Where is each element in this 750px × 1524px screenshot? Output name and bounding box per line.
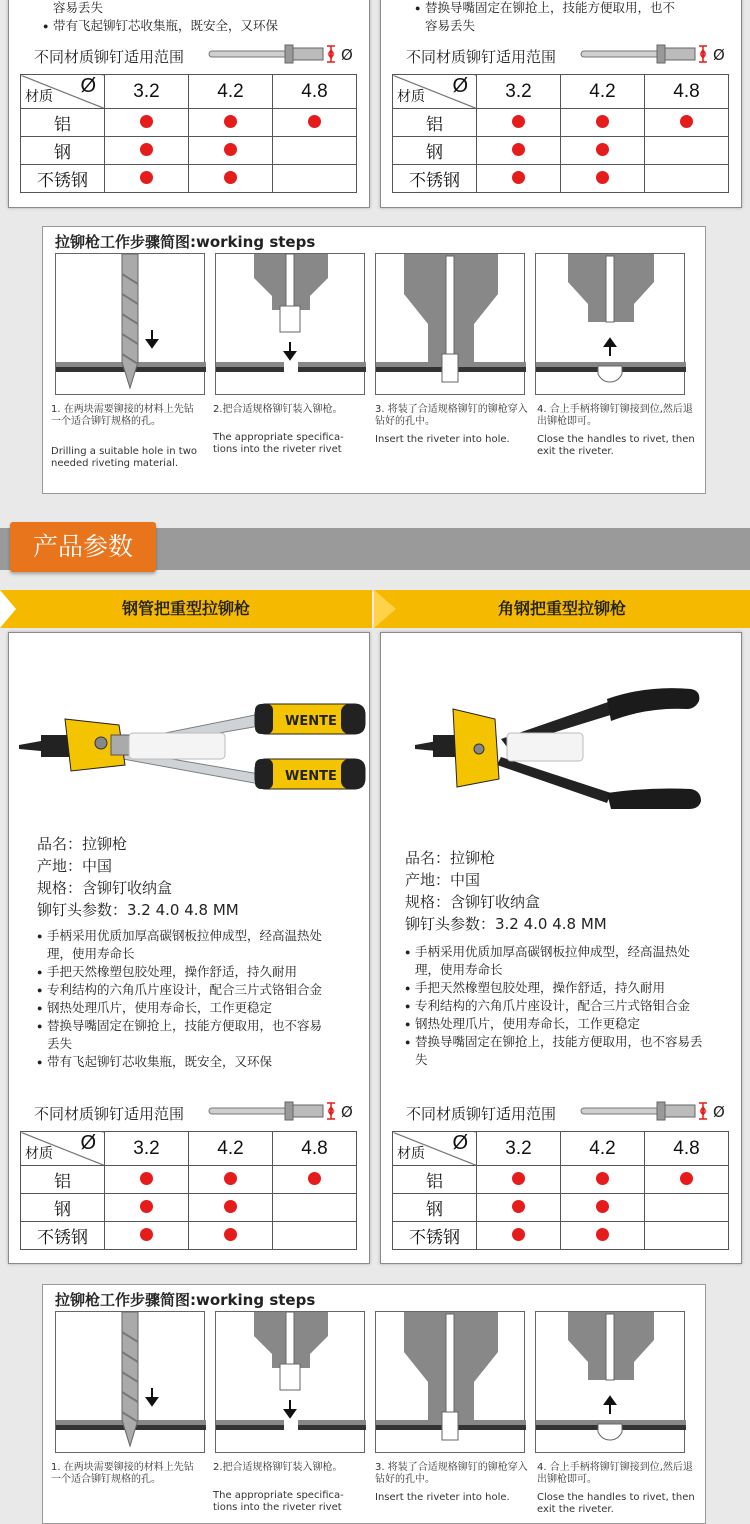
- feature-item: ● 手柄采用优质加厚高碳钢板拉伸成型，经高温热处理，使用寿命长: [405, 943, 705, 979]
- step-4-en: Close the handles to rivet, then exit the riveter.: [537, 434, 695, 457]
- feature-item: ● 专利结构的六角爪片座设计，配合三片式铬钼合金: [37, 981, 329, 999]
- fit-dot: [224, 1228, 237, 1241]
- feature-line: ● 带有飞起铆钉芯收集瓶，既安全，又环保: [43, 17, 333, 35]
- info-spec: 规格：含铆钉收纳盒: [405, 893, 541, 911]
- steps-title: 拉铆枪工作步骤简图:working steps: [55, 1291, 316, 1309]
- size-header: 3.2: [105, 75, 189, 109]
- brand-label: WENTE: [285, 714, 337, 729]
- material-label: 不锈钢: [21, 165, 105, 193]
- feature-item: ● 手柄采用优质加厚高碳钢板拉伸成型，经高温热处理，使用寿命长: [37, 927, 329, 963]
- step-1-en: Drilling a suitable hole in two needed riveting material.: [51, 446, 198, 469]
- step-1-diagram: [55, 1311, 205, 1453]
- size-header: 4.2: [561, 75, 645, 109]
- fit-dot: [308, 115, 321, 128]
- feature-list-partial: [415, 0, 705, 35]
- info-name: 品名：拉铆枪: [37, 835, 128, 853]
- fit-dot: [596, 143, 609, 156]
- product-card-left: [8, 632, 370, 1264]
- table-corner: 材质 Ø: [21, 1132, 105, 1166]
- step-4-en: Close the handles to rivet, then exit the riveter.: [537, 1492, 695, 1515]
- step-3-diagram: [375, 253, 525, 395]
- product-bar-right: [374, 590, 750, 628]
- size-header: 4.8: [273, 75, 357, 109]
- feature-list-partial: [43, 0, 333, 35]
- material-table: [20, 74, 357, 193]
- working-steps-panel: [42, 226, 706, 494]
- step-4-cn: 4. 合上手柄将铆钉铆接到位,然后退出铆枪即可。: [537, 1462, 693, 1485]
- fit-dot: [224, 1200, 237, 1213]
- step-3-cn: 3. 将装了合适规格铆钉的铆枪穿入钻好的孔中。: [375, 404, 528, 427]
- info-name: 品名：拉铆枪: [405, 849, 496, 867]
- fit-dot: [140, 1172, 153, 1185]
- material-label: 钢: [393, 1194, 477, 1222]
- feature-item: ● 手把天然橡塑包胶处理，操作舒适，持久耐用: [37, 963, 329, 981]
- fit-dot: [512, 143, 525, 156]
- step-3-en: Insert the riveter into hole.: [375, 1492, 510, 1503]
- fit-dot: [680, 1172, 693, 1185]
- fit-dot: [596, 1200, 609, 1213]
- info-spec: 规格：含铆钉收纳盒: [37, 879, 173, 897]
- feature-list: [405, 943, 705, 1069]
- step-1-cn: 1. 在两块需要铆接的材料上先钻一个适合铆钉规格的孔。: [51, 1462, 194, 1485]
- info-head-params: 铆钉头参数：3.2 4.0 4.8 MM: [405, 915, 607, 933]
- material-table: [392, 1131, 729, 1250]
- feature-item: ● 专利结构的六角爪片座设计，配合三片式铬钼合金: [405, 997, 705, 1015]
- fit-dot: [680, 115, 693, 128]
- angle-steel-riveter-image: [411, 673, 711, 803]
- product-bar-left: [0, 590, 372, 628]
- size-header: 4.2: [189, 75, 273, 109]
- fit-dot: [224, 171, 237, 184]
- step-3-en: Insert the riveter into hole.: [375, 434, 510, 445]
- fit-dot: [140, 143, 153, 156]
- fit-dot: [512, 115, 525, 128]
- spec-card-right-top: [380, 0, 742, 208]
- fit-dot: [140, 171, 153, 184]
- step-4-diagram: [535, 253, 685, 395]
- steel-pipe-riveter-image: [15, 667, 367, 797]
- fit-dot: [512, 1228, 525, 1241]
- product-info: [37, 833, 239, 921]
- svg-text:Ø: Ø: [713, 46, 725, 64]
- step-1-diagram: [55, 253, 205, 395]
- product-name: 角钢把重型拉铆枪: [497, 599, 626, 618]
- feature-line: 容易丢失: [425, 19, 476, 33]
- table-corner: 材质 Ø: [393, 75, 477, 109]
- table-corner: 材质 Ø: [21, 75, 105, 109]
- rivet-icon: [579, 1100, 739, 1122]
- rivet-icon: [579, 43, 739, 65]
- range-title: 不同材质铆钉适用范围: [406, 1106, 557, 1123]
- feature-item: ● 替换导嘴固定在铆抢上，技能方便取用，也不容易丢失: [405, 1033, 705, 1069]
- feature-line: 容易丢失: [53, 1, 104, 15]
- size-header: 4.8: [645, 75, 729, 109]
- info-origin: 产地：中国: [37, 857, 113, 875]
- size-header: 3.2: [477, 1132, 561, 1166]
- step-1-cn: 1. 在两块需要铆接的材料上先钻一个适合铆钉规格的孔。: [51, 404, 194, 427]
- fit-dot: [596, 115, 609, 128]
- rivet-icon: [207, 43, 367, 65]
- feature-list: [37, 927, 329, 1071]
- info-origin: 产地：中国: [405, 871, 481, 889]
- product-name: 钢管把重型拉铆枪: [121, 599, 250, 618]
- brand-label: WENTE: [285, 769, 337, 784]
- svg-text:Ø: Ø: [713, 1103, 725, 1121]
- size-header: 4.2: [561, 1132, 645, 1166]
- step-2-diagram: [215, 253, 365, 395]
- material-table: [392, 74, 729, 193]
- material-label: 铝: [393, 109, 477, 137]
- step-2-diagram: [215, 1311, 365, 1453]
- step-3-diagram: [375, 1311, 525, 1453]
- material-label: 钢: [393, 137, 477, 165]
- fit-dot: [596, 171, 609, 184]
- section-title: 产品参数: [10, 522, 156, 572]
- step-2-cn: 2.把合适规格铆钉装入铆枪。: [213, 1462, 343, 1473]
- fit-dot: [308, 1172, 321, 1185]
- feature-line: ● 替换导嘴固定在铆抢上，技能方便取用，也不: [415, 0, 705, 17]
- svg-text:Ø: Ø: [341, 46, 353, 64]
- material-label: 不锈钢: [21, 1222, 105, 1250]
- fit-dot: [512, 171, 525, 184]
- rivet-icon: [207, 1100, 367, 1122]
- feature-item: ● 带有飞起铆钉芯收集瓶，既安全，又环保: [37, 1053, 329, 1071]
- step-3-cn: 3. 将装了合适规格铆钉的铆枪穿入钻好的孔中。: [375, 1462, 528, 1485]
- info-head-params: 铆钉头参数：3.2 4.0 4.8 MM: [37, 901, 239, 919]
- step-4-cn: 4. 合上手柄将铆钉铆接到位,然后退出铆枪即可。: [537, 404, 693, 427]
- feature-item: ● 钢热处理爪片，使用寿命长，工作更稳定: [405, 1015, 705, 1033]
- fit-dot: [512, 1172, 525, 1185]
- product-info: [405, 847, 607, 935]
- fit-dot: [140, 1200, 153, 1213]
- material-label: 不锈钢: [393, 1222, 477, 1250]
- material-label: 铝: [21, 1166, 105, 1194]
- step-2-en: The appropriate specifica-tions into the riveter rivet: [213, 1490, 344, 1513]
- range-title: 不同材质铆钉适用范围: [34, 1106, 185, 1123]
- material-label: 钢: [21, 137, 105, 165]
- feature-item: ● 手把天然橡塑包胶处理，操作舒适，持久耐用: [405, 979, 705, 997]
- size-header: 4.8: [273, 1132, 357, 1166]
- size-header: 4.2: [189, 1132, 273, 1166]
- feature-item: ● 钢热处理爪片，使用寿命长，工作更稳定: [37, 999, 329, 1017]
- material-label: 钢: [21, 1194, 105, 1222]
- product-card-right: [380, 632, 742, 1264]
- range-title: 不同材质铆钉适用范围: [34, 49, 185, 66]
- step-2-cn: 2.把合适规格铆钉装入铆枪。: [213, 404, 343, 415]
- fit-dot: [140, 115, 153, 128]
- working-steps-panel: [42, 1284, 706, 1524]
- spec-card-left-top: [8, 0, 370, 208]
- fit-dot: [596, 1172, 609, 1185]
- material-label: 铝: [393, 1166, 477, 1194]
- range-title: 不同材质铆钉适用范围: [406, 49, 557, 66]
- svg-text:Ø: Ø: [341, 1103, 353, 1121]
- material-label: 铝: [21, 109, 105, 137]
- feature-item: ● 替换导嘴固定在铆抢上，技能方便取用，也不容易丢失: [37, 1017, 329, 1053]
- material-label: 不锈钢: [393, 165, 477, 193]
- step-2-en: The appropriate specifica-tions into the riveter rivet: [213, 432, 344, 455]
- fit-dot: [224, 143, 237, 156]
- material-table: [20, 1131, 357, 1250]
- size-header: 3.2: [477, 75, 561, 109]
- fit-dot: [140, 1228, 153, 1241]
- fit-dot: [224, 115, 237, 128]
- size-header: 3.2: [105, 1132, 189, 1166]
- step-4-diagram: [535, 1311, 685, 1453]
- steps-title: 拉铆枪工作步骤简图:working steps: [55, 233, 316, 251]
- table-corner: 材质 Ø: [393, 1132, 477, 1166]
- fit-dot: [224, 1172, 237, 1185]
- fit-dot: [512, 1200, 525, 1213]
- size-header: 4.8: [645, 1132, 729, 1166]
- fit-dot: [596, 1228, 609, 1241]
